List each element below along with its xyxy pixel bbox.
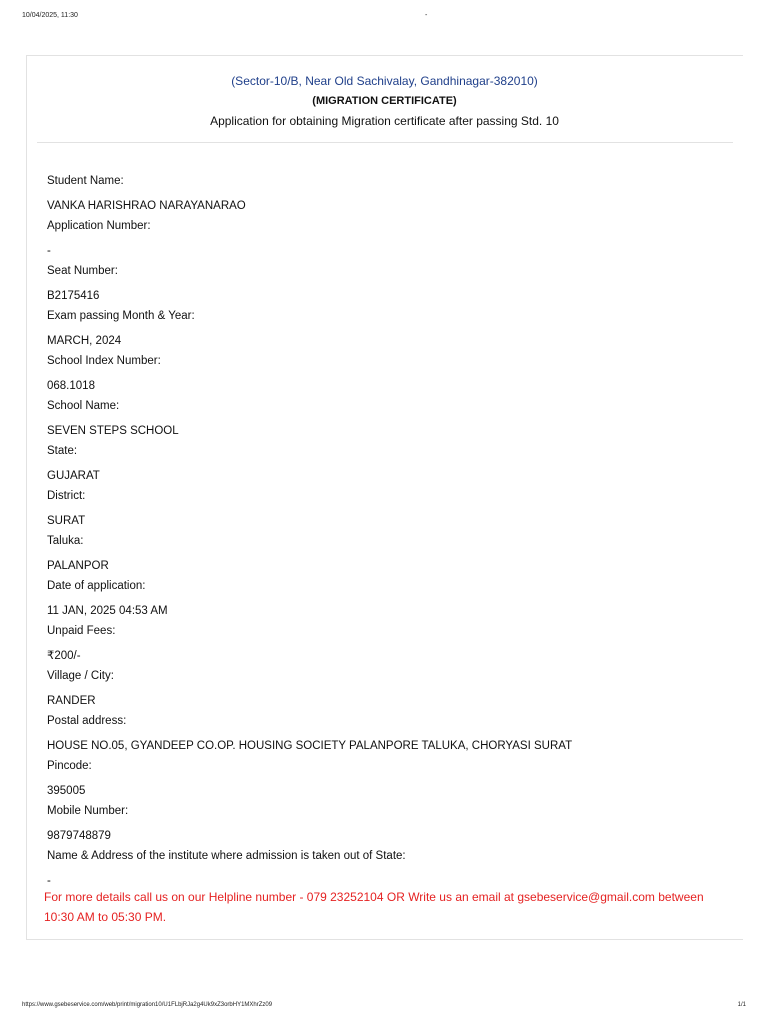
field-value: RANDER [47, 695, 96, 707]
helpline-notice: For more details call us on our Helpline number - 079 23252104 OR Write us an email at gsebeservice@gmail.com between 10:30 AM to 05:30 PM. [44, 890, 704, 924]
field-label: School Name: [47, 400, 120, 412]
field-value: SURAT [47, 515, 86, 527]
certificate-title: (MIGRATION CERTIFICATE) [312, 95, 457, 107]
print-url: https://www.gsebeservice.com/web/print/migration10/U1FLbjRJa2g4Uk9xZ3orbHY1MXhrZz09 [22, 1002, 273, 1008]
field-value: SEVEN STEPS SCHOOL [47, 425, 179, 437]
field-label: Student Name: [47, 175, 124, 187]
field-label: Application Number: [47, 220, 151, 232]
print-page-number: 1/1 [737, 1002, 746, 1008]
field-label: Postal address: [47, 715, 127, 727]
print-datetime: 10/04/2025, 11:30 [22, 12, 78, 19]
certificate-card [26, 55, 743, 940]
field-label: Mobile Number: [47, 805, 129, 817]
field-value: B2175416 [47, 290, 100, 302]
board-address: (Sector-10/B, Near Old Sachivalay, Gandhinagar-382010) [231, 74, 538, 88]
application-details [47, 174, 727, 894]
field-value: GUJARAT [47, 470, 100, 482]
field-value: PALANPOR [47, 560, 109, 572]
field-value: 068.1018 [47, 380, 95, 392]
field-label: Seat Number: [47, 265, 118, 277]
card-header [27, 56, 744, 142]
field-value: ₹200/- [47, 650, 81, 662]
field-value: MARCH, 2024 [47, 335, 122, 347]
field-label: School Index Number: [47, 355, 161, 367]
field-value: 9879748879 [47, 830, 111, 842]
field-label: Taluka: [47, 535, 84, 547]
print-page-title: - [425, 12, 428, 19]
field-label: Unpaid Fees: [47, 625, 116, 637]
field-value: - [47, 875, 51, 887]
field-value: 11 JAN, 2025 04:53 AM [47, 605, 168, 617]
field-label: Village / City: [47, 670, 114, 682]
field-label: State: [47, 445, 78, 457]
field-label: Date of application: [47, 580, 146, 592]
field-label: Name & Address of the institute where admission is taken out of State: [47, 850, 406, 862]
field-value: HOUSE NO.05, GYANDEEP CO.OP. HOUSING SOCIETY PALANPORE TALUKA, CHORYASI SURAT [47, 740, 573, 752]
field-value: - [47, 245, 51, 257]
header-divider [37, 142, 733, 143]
certificate-subtitle: Application for obtaining Migration certificate after passing Std. 10 [210, 114, 559, 128]
field-value: VANKA HARISHRAO NARAYANARAO [47, 200, 246, 212]
field-value: 395005 [47, 785, 86, 797]
field-label: District: [47, 490, 86, 502]
field-label: Pincode: [47, 760, 92, 772]
field-label: Exam passing Month & Year: [47, 310, 195, 322]
